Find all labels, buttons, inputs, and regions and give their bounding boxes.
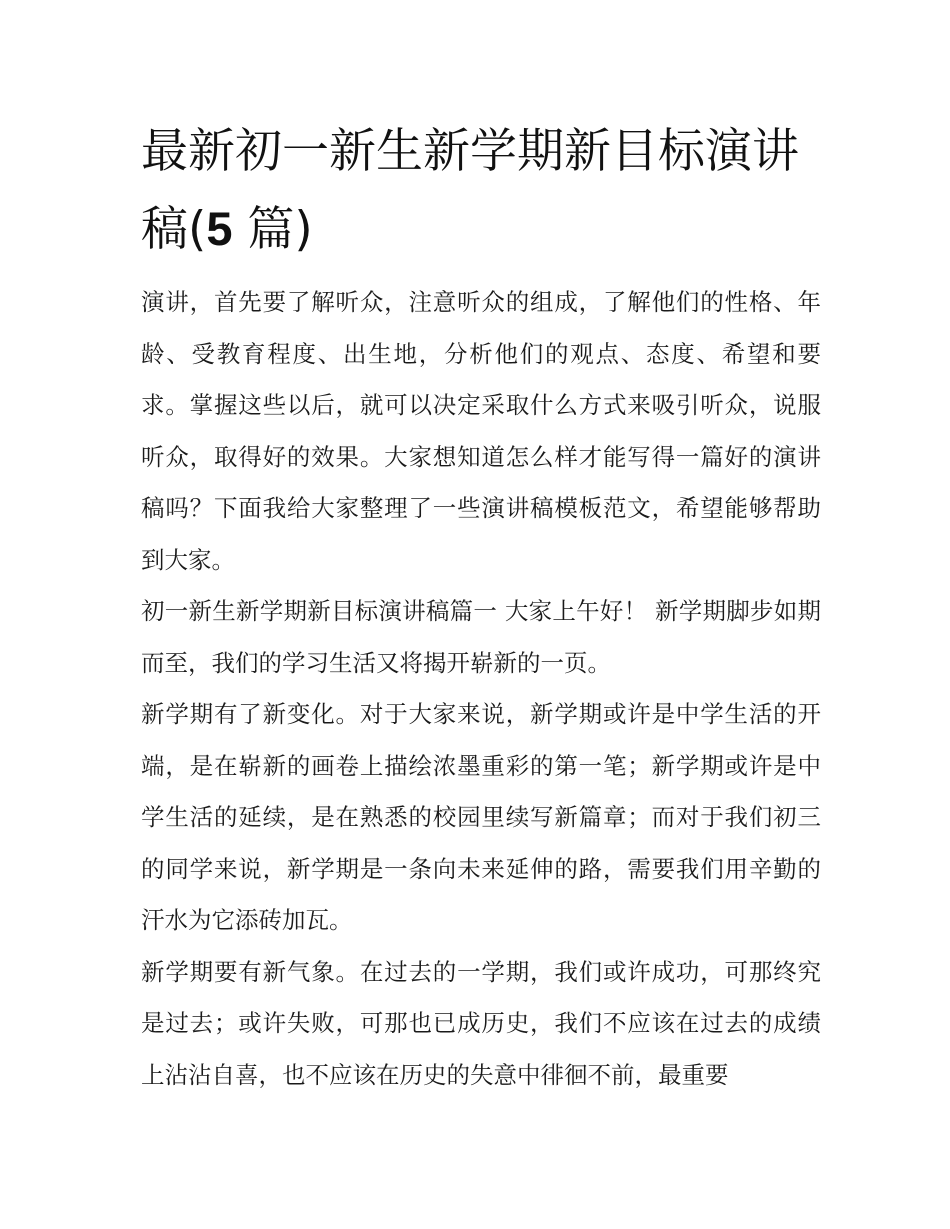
paragraph-new-atmosphere: 新学期要有新气象。在过去的一学期，我们或许成功，可那终究是过去；或许失败，可那也已成历史，我们不应该在过去的成绩上沾沾自喜，也不应该在历史的失意中徘徊不前，最重要 xyxy=(141,957,821,1089)
document-title xyxy=(141,113,821,268)
paragraph-speech-opening: 初一新生新学期新目标演讲稿篇一 大家上午好！ 新学期脚步如期而至，我们的学习生活又将揭开崭新的一页。 xyxy=(141,597,821,677)
paragraph-new-changes: 新学期有了新变化。对于大家来说，新学期或许是中学生活的开端，是在崭新的画卷上描绘浓墨重彩的第一笔；新学期或许是中学生活的延续，是在熟悉的校园里续写新篇章；而对于我们初三的同学来说，新学期是一条向未来延伸的路，需要我们用辛勤的汗水为它添砖加瓦。 xyxy=(141,700,821,934)
title-number: 5 xyxy=(206,202,233,255)
document-body xyxy=(141,277,821,1101)
title-text: 最新初一新生新学期新目标演讲稿( xyxy=(141,124,799,257)
title-suffix: 篇) xyxy=(232,202,313,257)
paragraph-intro: 演讲，首先要了解听众，注意听众的组成，了解他们的性格、年龄、受教育程度、出生地，分析他们的观点、态度、希望和要求。掌握这些以后，就可以决定采取什么方式来吸引听众，说服听众，取得好的效果。大家想知道怎么样才能写得一篇好的演讲稿吗？下面我给大家整理了一些演讲稿模板范文，希望能够帮助到大家。 xyxy=(141,288,821,574)
